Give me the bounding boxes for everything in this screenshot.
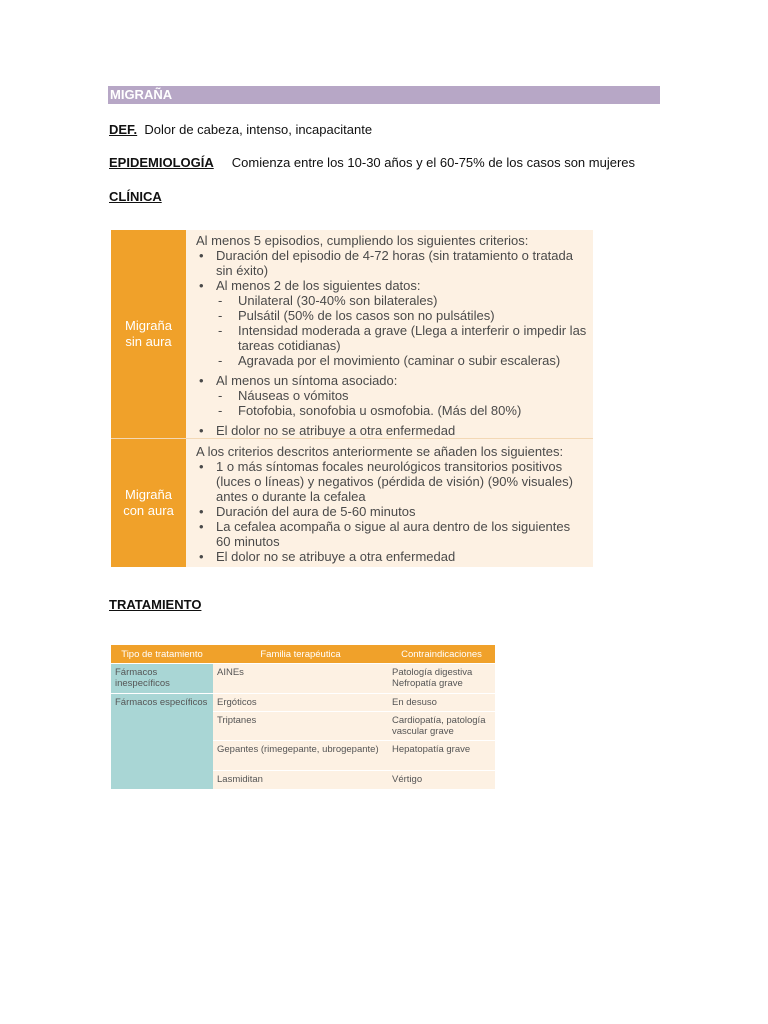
criteria-subitem: - Náuseas o vómitos — [196, 388, 588, 403]
criteria-bullet: • Duración del aura de 5-60 minutos — [196, 504, 588, 519]
table-cell: AINEs — [213, 664, 388, 694]
tratamiento-label: TRATAMIENTO — [109, 597, 202, 612]
con-aura-criteria — [196, 444, 588, 564]
sin-aura-label-2: sin aura — [125, 334, 172, 349]
criteria-subitem: - Fotofobia, sonofobia u osmofobia. (Más del 80%) — [196, 403, 588, 418]
criteria-bullet: • Al menos un síntoma asociado: — [196, 373, 588, 388]
criteria-box — [111, 230, 593, 567]
epidemiology-line — [109, 155, 635, 170]
table-header: Contraindicaciones — [388, 645, 495, 664]
sin-aura-label-1: Migraña — [125, 318, 172, 333]
def-label: DEF. — [109, 122, 138, 137]
clinica-heading — [109, 189, 162, 204]
treatment-table — [111, 645, 495, 789]
sin-aura-intro: Al menos 5 episodios, cumpliendo los siguientes criterios: — [196, 233, 529, 248]
def-text: Dolor de cabeza, intenso, incapacitante — [144, 122, 373, 137]
criteria-subitem: - Agravada por el movimiento (caminar o subir escaleras) — [196, 353, 588, 368]
table-header: Familia terapéutica — [213, 645, 388, 664]
sin-aura-criteria — [196, 233, 588, 438]
criteria-bullet: • El dolor no se atribuye a otra enfermedad — [196, 549, 588, 564]
table-header: Tipo de tratamiento — [111, 645, 213, 664]
criteria-bullet: • El dolor no se atribuye a otra enfermedad — [196, 423, 588, 438]
epi-text: Comienza entre los 10-30 años y el 60-75% de los casos son mujeres — [231, 155, 636, 170]
criteria-subitem: - Pulsátil (50% de los casos son no pulsátiles) — [196, 308, 588, 323]
table-cell: Ergóticos — [213, 694, 388, 712]
table-cell: Cardiopatía, patología vascular grave — [388, 712, 495, 741]
table-cell: Fármacos inespecíficos — [111, 664, 213, 694]
table-cell: Hepatopatía grave — [388, 741, 495, 771]
con-aura-label-1: Migraña — [125, 487, 172, 502]
criteria-bullet: • 1 o más síntomas focales neurológicos transitorios positivos (luces o líneas) y negativos (pérdida de visión) (90% visuales) antes o durante la cefalea — [196, 459, 588, 504]
criteria-bullet: • Al menos 2 de los siguientes datos: — [196, 278, 588, 293]
criteria-subitem: - Unilateral (30-40% son bilaterales) — [196, 293, 588, 308]
con-aura-label-2: con aura — [123, 503, 174, 518]
criteria-subitem: - Intensidad moderada a grave (Llega a interferir o impedir las tareas cotidianas) — [196, 323, 588, 353]
table-cell: Vértigo — [388, 771, 495, 789]
table-cell: Patología digestiva Nefropatía grave — [388, 664, 495, 694]
section-title: MIGRAÑA — [108, 86, 660, 104]
epi-label: EPIDEMIOLOGÍA — [109, 155, 214, 170]
sin-aura-label — [111, 230, 186, 438]
criteria-bullet: • Duración del episodio de 4-72 horas (sin tratamiento o tratada sin éxito) — [196, 248, 588, 278]
clinica-label: CLÍNICA — [109, 189, 162, 204]
definition-line — [109, 122, 372, 137]
criteria-bullet: • La cefalea acompaña o sigue al aura dentro de los siguientes 60 minutos — [196, 519, 588, 549]
table-cell: Gepantes (rimegepante, ubrogepante) — [213, 741, 388, 771]
row-divider — [111, 438, 593, 439]
table-cell: En desuso — [388, 694, 495, 712]
con-aura-label — [111, 439, 186, 567]
con-aura-intro: A los criterios descritos anteriormente se añaden los siguientes: — [196, 444, 564, 459]
table-cell: Fármacos específicos — [111, 694, 213, 789]
table-cell: Triptanes — [213, 712, 388, 741]
tratamiento-heading — [109, 597, 201, 612]
table-row — [111, 664, 495, 694]
table-header-row — [111, 645, 495, 664]
table-row — [111, 694, 495, 712]
table-cell: Lasmiditan — [213, 771, 388, 789]
